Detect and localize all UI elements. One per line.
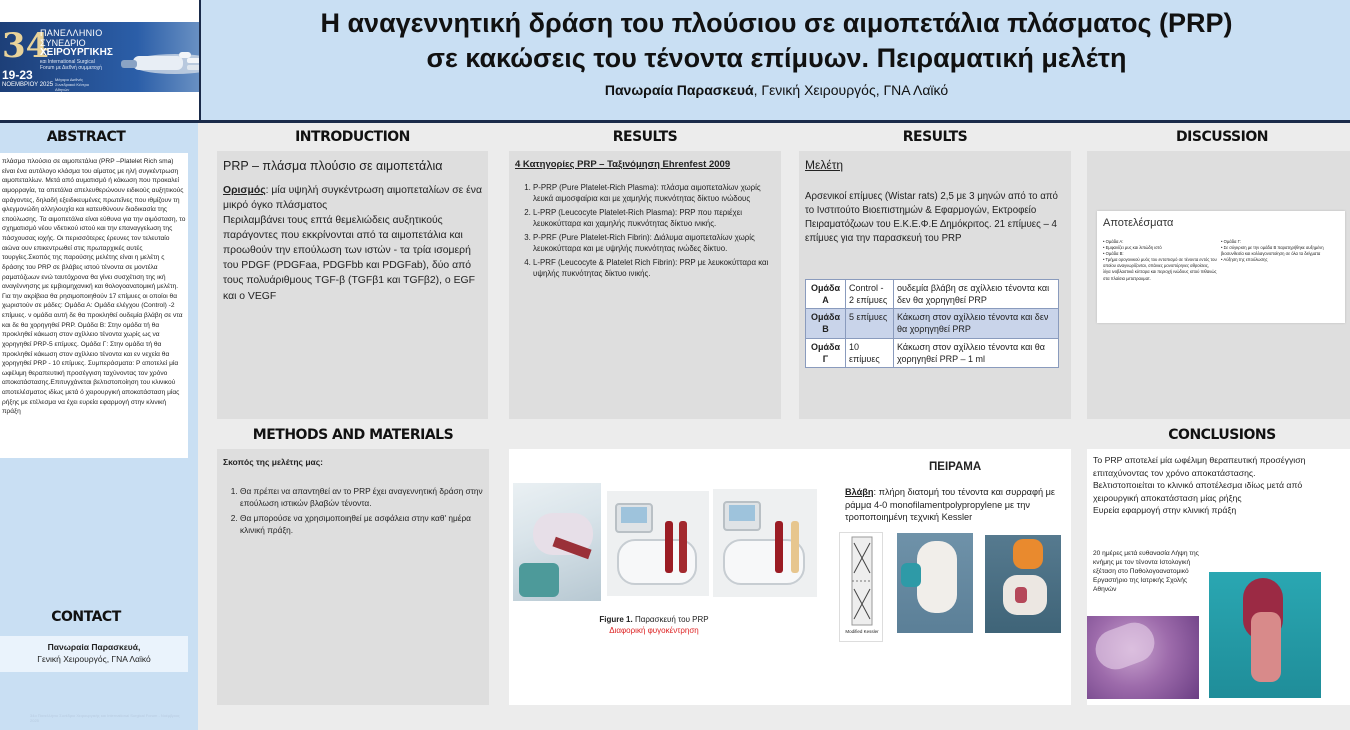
left-column — [0, 123, 198, 730]
poster-title-line2: σε κακώσεις του τένοντα επίμυων. Πειραματική μελέτη — [426, 43, 1127, 73]
conclusion-3: Ευρεία εφαρμογή στην κλινική πράξη — [1093, 505, 1237, 516]
author-affiliation: , Γενική Χειρουργός, ΓΝΑ Λαϊκό — [753, 82, 949, 98]
list-item: 4. L-PRF (Leucocyte & Platelet Rich Fibrin): PRP με λευκοκύτταρα και υψηλής πυκνότητας δίκτυο ινικής. — [533, 257, 775, 279]
photo-specimen — [1209, 572, 1321, 698]
results-heading-1: RESULTS — [612, 129, 678, 145]
figure-caption-line — [579, 614, 729, 625]
study-subtitle: Μελέτη — [805, 158, 844, 172]
table-row — [806, 280, 1059, 309]
introduction-heading: INTRODUCTION — [295, 129, 410, 145]
kessler-label: Modified Kessler — [845, 629, 879, 634]
discussion-column-right: • Ομάδα Γ: • Σε σύγκριση με την ομάδα Β παρατηρήθηκε αυξημένη βιοσυνθεσία και κολλαγονοποίηση σε όλα τα δείγματα • Αύξηση της επούλωσης — [1221, 239, 1324, 263]
group-count: 10 επίμυες — [846, 338, 894, 367]
introduction-panel — [217, 151, 488, 419]
photo-centrifuge-1 — [607, 491, 709, 596]
abstract-text: πλάσμα πλούσιο σε αιμοπετάλια (PRP –Platelet Rich sma) είναι ένα αυτόλογο κλάσμα του αίματος με ηλή συγκέντρωση αιμοπεταλίων. Μετά από αυματισμό ή κάκωση που προκαλεί αιμορραγία, τα οπετάλια απελευθερώνουν ειδικούς αυξητικούς αράγοντες, δηλαδή εξειδικευμένες πρωτεΐνες που ιθμίζουν τη φλεγμονώδη αλληλουχία και κατευθύνουν διαδικασία της επούλωσης. Τα αιμοπετάλια είναι εύθυνα για την αιμόσταση, το σχηματισμό νέου νδετικού ιστού και την επαναγγείωση της πάσχουσας ιοχής. Οι περισσότερες έρευνες τον τελευταίο αιώνα ουν επικεντρωθεί στις πρωταρχικές αυτές τουργίες.Σκοπός της παρούσης μελέτης είναι η μελέτη ς δράσης του PRP σε βλάβες ιστού τένοντα σε μοντέλα ραματόζωων ενώ ταυτόχρονα θα γίνει συσχέτιση της ική αναγέννησης με εμβιομηχανική και θολογοανατομική μελέτη. Για την ακρίβεια θα ρησιμοποιηθούν 17 επίμυες οι οποίοι θα χωριστούν σε μάδες: Ομάδα Α: Ομάδα ελέγχου (Control) -2 επίμυες. ν ομάδα αυτή δε θα προκληθεί ουδεμία βλάβη σε ντα και δε θα χορηγηθεί PRP. Ομάδα Β: Στην ομάδα τή θα προκληθεί κάκωση στον αχίλλειο τένοντα χωρίς ως να χορηγηθεί PRP-5 επίμυες. Ομάδα Γ: Στην ομάδα τή θα προκληθεί κάκωση στον αχίλλειο τένοντα και εν νεχεία θα χορηγηθεί PRP - 10 επίμυες. Συμπεράσματα: P αποτελεί μία ωφέλιμη θεραπευτική προσέγγιση ταχύνοντας τον χρόνο αποκατάστασης.Επιτυγχάνεται βελτιστοποίηση του κλινικού αποτελέσματος ιδίως μετά ό χειρουργική αποκατάσταση μίας ρήξης με ετέλεσμα να έχει ευρεία εφαρμογή στην κλινική πράξη — [0, 153, 188, 458]
list-item: 2. L-PRP (Leucocyte Platelet-Rich Plasma): PRP που περιέχει λευκοκύτταρα και χαμηλής πυκνότητας δίκτυο ινικής. — [533, 207, 775, 229]
logo-line3: ΧΕΙΡΟΥΡΓΙΚΗΣ — [40, 47, 113, 58]
intro-definition — [223, 183, 482, 213]
histology-text: 20 ημέρες μετά ευθανασία Λήψη της κνήμης με τον τένοντα Ιστολογική εξέταση στο Παθολογοανατομικό Εργαστήριο της Ιατρικής Σχολής Αθηνών — [1093, 550, 1199, 594]
logo-month: ΝΟΕΜΒΡΙΟΥ 2025 — [2, 82, 54, 88]
photo-blood-draw — [513, 483, 601, 601]
group-count: 5 επίμυες — [846, 309, 894, 338]
conclusions-text — [1093, 454, 1321, 517]
header-divider — [0, 120, 1350, 123]
logo-dates: 19-23 — [2, 68, 33, 82]
author-line — [201, 82, 1350, 98]
conclusions-heading: CONCLUSIONS — [1168, 427, 1276, 443]
intro-body: Περιλαμβάνει τους επτά θεμελιώδεις αυξητικούς παράγοντες που εκκρίνονται από τα αιμοπετάλια και προωθούν την επούλωση των ιστών - τα τρία ισομερή του PDGF (PDGFaa, PDGFbb και PDGFab), δύο από τους πολυάριθμους TGF-β (TGFβ1 και TGFβ2), ο EGF και ο VEGF — [223, 215, 475, 302]
results-study-panel — [799, 151, 1071, 419]
contact-name: Πανωραία Παρασκευά, — [47, 642, 141, 652]
poster-header — [0, 0, 1350, 120]
group-name: Ομάδα Γ — [806, 338, 846, 367]
experiment-heading: ΠΕΙΡΑΜΑ — [929, 461, 982, 473]
discussion-heading: DISCUSSION — [1176, 129, 1268, 145]
groups-table — [805, 279, 1059, 368]
logo-number: 34 — [2, 26, 50, 66]
tendon-suture-icon — [840, 533, 883, 629]
group-description: Κάκωση στον αχίλλειο τένοντα και δεν θα χορηγηθεί PRP — [894, 309, 1059, 338]
methods-heading: METHODS AND MATERIALS — [252, 427, 454, 443]
methods-panel — [217, 449, 489, 705]
photo-rat-surgery-1 — [897, 533, 973, 633]
conclusions-panel — [1087, 449, 1350, 705]
experiment-panel — [509, 449, 1071, 705]
group-count: Control - 2 επίμυες — [846, 280, 894, 309]
abstract-heading: ABSTRACT — [46, 129, 126, 145]
prp-categories-list — [515, 182, 775, 280]
photo-rat-surgery-2 — [985, 535, 1061, 633]
results-heading-2: RESULTS — [902, 129, 968, 145]
logo-line4: και International Surgical Forum με Διεθνή συμμετοχή — [40, 59, 102, 71]
contact-heading: CONTACT — [51, 609, 121, 625]
figure-caption — [579, 614, 729, 636]
title-area — [199, 0, 1350, 120]
figure-label: Figure 1. — [599, 615, 633, 624]
list-item: 1. P-PRP (Pure Platelet-Rich Plasma): πλάσμα αιμοπεταλίων χωρίς λευκά αιμοσφαίρια και με χαμηλής πυκνότητας δίκτυο ινώδους — [533, 182, 775, 204]
kessler-diagram — [839, 532, 883, 642]
logo-line2: ΣΥΝΕΔΡΙΟ — [40, 38, 86, 48]
lesion-description — [845, 486, 1055, 524]
contact-role: Γενική Χειρουργός, ΓΝΑ Λαϊκό — [37, 654, 151, 665]
figure-subcaption: Διαφορική φυγοκέντρηση — [609, 626, 699, 636]
list-item: 1. Θα πρέπει να απαντηθεί αν το PRP έχει αναγεννητική δράση στην επούλωση ιστικών βλαβών τένοντα. — [240, 485, 483, 509]
table-row — [806, 338, 1059, 367]
list-item: 2. Θα μπορούσε να χρησιμοποιηθεί με ασφάλεια στην καθ' ημέρα κλινική πράξη. — [240, 512, 483, 536]
photo-histology — [1087, 616, 1199, 699]
discussion-panel — [1087, 151, 1350, 419]
poster-title-line1: Η αναγεννητική δράση του πλούσιου σε αιμοπετάλια πλάσματος (PRP) — [320, 8, 1233, 38]
discussion-column-left: • Ομάδα Α: • Εμφανίζει μυς και λιπώδη ιστό • Ομάδα Β: • Τμήμα ορογονικού μυός του εντοπισμό σε τένοντα εντός του οποίου αναγνωρίζονται, σπάνιες μονοπύρηνες αθροίσεις, λίγα ινοβλαστικά κύτταρα και περιοχή ινώδους ιστού πιθανώς στα πλαίσια μετατραυματ. — [1103, 239, 1217, 281]
discussion-card-title: Αποτελέσματα — [1103, 217, 1174, 229]
intro-definition-text: : μία υψηλή συγκέντρωση αιμοπεταλίων σε ένα μικρό όγκο πλάσματος — [223, 185, 483, 212]
conclusion-1: Το PRP αποτελεί μία ωφέλιμη θεραπευτική προσέγγιση επιταχύνοντας τον χρόνο αποκατάστασης. — [1093, 455, 1306, 478]
group-name: Ομάδα Α — [806, 280, 846, 309]
footer-note: 34ο Πανελλήνιο Συνέδριο Χειρουργικής και International Surgical Forum - Νοέμβριος 2025 — [30, 713, 180, 724]
conclusion-2: Βελτιστοποιείται το κλινικό αποτέλεσμα ιδίως μετά από χειρουργική αποκατάσταση μίας ρήξης — [1093, 480, 1303, 503]
contact-box — [0, 636, 188, 672]
photo-centrifuge-2 — [713, 489, 817, 597]
logo-venue: Μέγαρο Διεθνές Συνεδριακό Κέντρο Αθηνών — [55, 77, 89, 92]
logo-line1: ΠΑΝΕΛΛΗΝΙΟ — [40, 28, 103, 38]
group-name: Ομάδα Β — [806, 309, 846, 338]
group-description: Κάκωση στον αχίλλειο τένοντα και θα χορηγηθεί PRP – 1 ml — [894, 338, 1059, 367]
discussion-results-card — [1097, 211, 1345, 323]
intro-subtitle: PRP – πλάσμα πλούσιο σε αιμοπετάλια — [223, 159, 443, 173]
methods-subtitle: Σκοπός της μελέτης μας: — [223, 457, 324, 467]
intro-definition-label: Ορισμός — [223, 185, 266, 196]
lesion-text: : πλήρη διατομή του τένοντα και συρραφή με ράμμα 4-0 monofilamentpolypropylene με την τροποποιημένη τεχνική Kessler — [845, 487, 1055, 523]
list-item: 3. P-PRF (Pure Platelet-Rich Fibrin): Διάλυμα αιμοπεταλίων χωρίς λευκοκύτταρα και με υψηλής πυκνότητας ινώδες δίκτυο. — [533, 232, 775, 254]
results-categories-title: 4 Κατηγορίες PRP – Ταξινόμηση Ehrenfest 2009 — [515, 159, 731, 170]
table-row — [806, 309, 1059, 338]
author-name: Πανωραία Παρασκευά — [604, 82, 754, 98]
lesion-label: Βλάβη — [845, 487, 874, 497]
results-categories-panel — [509, 151, 781, 419]
group-description: ουδεμία βλάβη σε αχίλλειο τένοντα και δεν θα χορηγηθεί PRP — [894, 280, 1059, 309]
logo-area — [0, 0, 198, 120]
figure-caption-text: Παρασκευή του PRP — [632, 615, 709, 624]
study-body: Αρσενικοί επίμυες (Wistar rats) 2,5 με 3 μηνών από το από το Ινστιτούτο Βιοεπιστημών & Εφαρμογών, Εκτροφείο Πειραματόζωων του Ε.Κ.Ε.Φ.Ε Δημόκριτος. 21 επίμυες – 4 επίμυες για την παρασκευή του PRP — [805, 191, 1058, 245]
discussion-columns — [1103, 239, 1339, 282]
methods-list — [223, 485, 483, 536]
